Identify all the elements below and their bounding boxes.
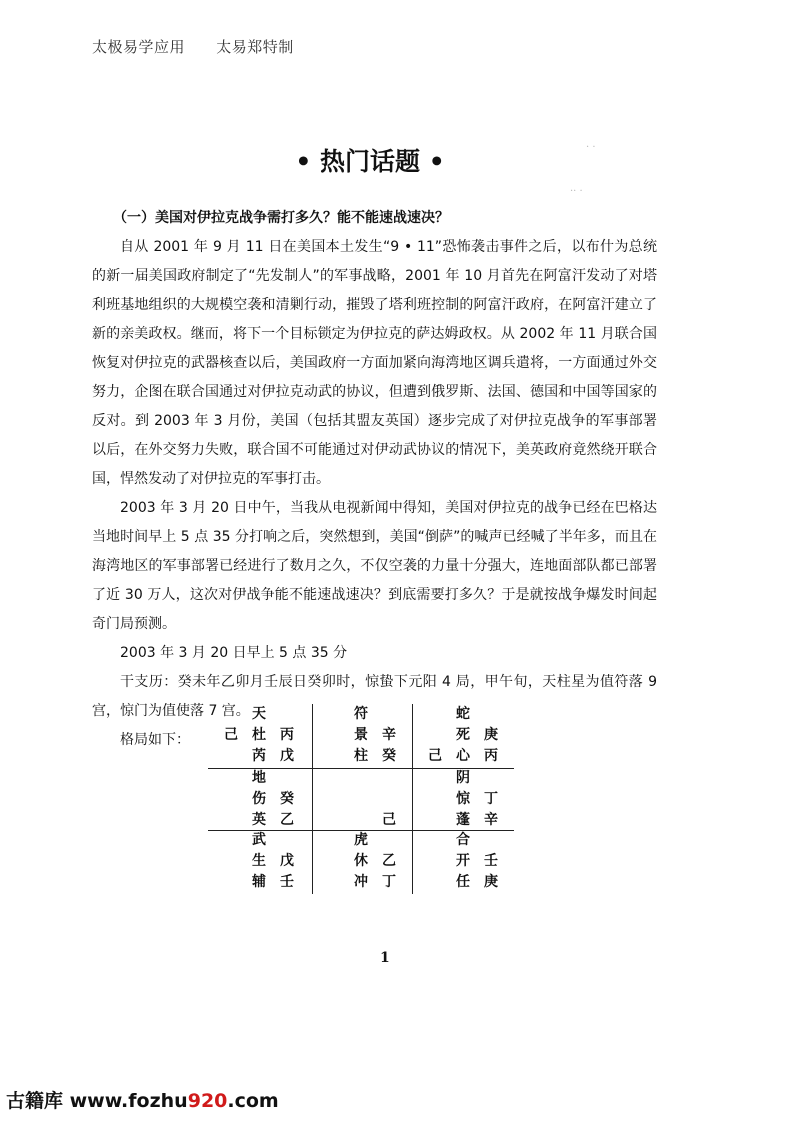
palace-glyph: 生 xyxy=(252,853,266,869)
palace-glyph: 辅 xyxy=(252,874,266,890)
palace-glyph: 丁 xyxy=(484,791,498,807)
palace-glyph: 合 xyxy=(456,832,470,848)
palace-glyph: 惊 xyxy=(456,791,470,807)
palace-glyph: 任 xyxy=(456,874,470,890)
palace-line xyxy=(316,789,416,809)
palace-line xyxy=(418,830,518,850)
paragraph: 干支历：癸未年乙卯月壬辰日癸卯时，惊蛰下元阳 4 局，甲午旬，天柱星为值符落 9 宫，惊门为值使落 7 宫。 xyxy=(92,674,657,719)
page-number: 1 xyxy=(380,950,390,966)
palace-glyph: 天 xyxy=(252,706,266,722)
palace-line xyxy=(418,789,518,809)
palace-line xyxy=(316,872,416,892)
palace-line xyxy=(316,704,416,724)
paragraph: 自从 2001 年 9 月 11 日在美国本土发生“9 • 11”恐怖袭击事件之后，以布什为总统的新一届美国政府制定了“先发制人”的军事战略，2001 年 10 月首先在阿富汗发动了对塔利班基地组织的大规模空袭和清剿行动，摧毁了塔利班控制的阿富汗政府，在阿富汗建立了新的亲美政权。继而，将下一个目标锁定为伊拉克的萨达姆政权。从 2002 年 11 月联合国恢复对伊拉克的武器核查以后，美国政府一方面加紧向海湾地区调兵遣将，一方面通过外交努力，企图在联合国通过对伊拉克动武的协议，但遭到俄罗斯、法国、德国和中国等国家的反对。到 2003 年 3 月份，美国（包括其盟友英国）逐步完成了对伊拉克战争的军事部署以后，在外交努力失败，联合国不可能通过对伊动武协议的情况下，美英政府竟然绕开联合国，悍然发动了对伊拉克的军事打击。 xyxy=(92,239,657,487)
palace-line xyxy=(418,725,518,745)
article-body xyxy=(92,204,657,755)
palace-glyph: 己 xyxy=(382,812,396,828)
question-heading: （一）美国对伊拉克战争需打多久？能不能速战速决？ xyxy=(113,210,449,226)
palace-line xyxy=(214,789,314,809)
palace-line xyxy=(214,851,314,871)
palace-glyph: 壬 xyxy=(484,853,498,869)
palace-glyph: 杜 xyxy=(252,727,266,743)
footer-watermark[interactable] xyxy=(6,1086,279,1113)
palace-glyph: 辛 xyxy=(484,812,498,828)
palace-cell-2 xyxy=(316,704,416,768)
palace-glyph: 丙 xyxy=(280,727,294,743)
header-left: 太极易学应用 xyxy=(92,38,186,56)
palace-line xyxy=(316,851,416,871)
footer-number: 920 xyxy=(187,1090,228,1112)
palace-cell-3 xyxy=(418,704,518,768)
palace-glyph: 景 xyxy=(354,727,368,743)
palace-line xyxy=(316,768,416,788)
palace-cell-7 xyxy=(214,830,314,894)
palace-line xyxy=(214,746,314,766)
palace-glyph: 乙 xyxy=(382,853,396,869)
palace-cell-4 xyxy=(214,768,314,832)
palace-line xyxy=(418,704,518,724)
palace-glyph: 死 xyxy=(456,727,470,743)
palace-line xyxy=(214,810,314,830)
palace-glyph: 己 xyxy=(428,748,442,764)
scan-noise: · · xyxy=(586,142,596,153)
palace-glyph: 英 xyxy=(252,812,266,828)
palace-glyph: 辛 xyxy=(382,727,396,743)
palace-glyph: 乙 xyxy=(280,812,294,828)
palace-glyph: 丁 xyxy=(382,874,396,890)
palace-line xyxy=(316,810,416,830)
page-title: • 热门话题 • xyxy=(295,147,445,176)
page-header xyxy=(92,36,320,57)
palace-line xyxy=(316,725,416,745)
palace-glyph: 心 xyxy=(456,748,470,764)
paragraph: 2003 年 3 月 20 日中午，当我从电视新闻中得知，美国对伊拉克的战争已经在巴格达当地时间早上 5 点 35 分打响之后，突然想到，美国“倒萨”的喊声已经喊了半年多，而且在海湾地区的军事部署已经进行了数月之久，不仅空袭的力量十分强大，连地面部队都已部署了近 30 万人，这次对伊战争能不能速战速决？到底需要打多久？于是就按战争爆发时间起奇门局预测。 xyxy=(92,500,657,632)
palace-glyph: 癸 xyxy=(382,748,396,764)
footer-prefix: 古籍库 www.fozhu xyxy=(6,1090,188,1112)
palace-glyph: 蓬 xyxy=(456,812,470,828)
palace-glyph: 庚 xyxy=(484,727,498,743)
palace-line xyxy=(418,872,518,892)
palace-line xyxy=(418,768,518,788)
palace-line xyxy=(214,872,314,892)
palace-line xyxy=(214,768,314,788)
palace-cell-8 xyxy=(316,830,416,894)
header-right: 太易郑特制 xyxy=(216,38,294,56)
palace-line xyxy=(214,725,314,745)
palace-line xyxy=(418,851,518,871)
palace-glyph: 戊 xyxy=(280,853,294,869)
palace-glyph: 休 xyxy=(354,853,368,869)
scan-noise: ·· · xyxy=(570,186,583,197)
palace-glyph: 冲 xyxy=(354,874,368,890)
palace-glyph: 壬 xyxy=(280,874,294,890)
palace-line xyxy=(316,830,416,850)
palace-glyph: 丙 xyxy=(484,748,498,764)
paragraph: 2003 年 3 月 20 日早上 5 点 35 分 xyxy=(120,645,348,661)
palace-glyph: 符 xyxy=(354,706,368,722)
palace-glyph: 癸 xyxy=(280,791,294,807)
palace-line xyxy=(214,704,314,724)
palace-glyph: 阴 xyxy=(456,770,470,786)
palace-cell-5 xyxy=(316,768,416,832)
palace-glyph: 柱 xyxy=(354,748,368,764)
palace-glyph: 芮 xyxy=(252,748,266,764)
palace-glyph: 伤 xyxy=(252,791,266,807)
paragraph: 格局如下： xyxy=(120,732,190,748)
palace-cell-6 xyxy=(418,768,518,832)
palace-line xyxy=(316,746,416,766)
palace-glyph: 地 xyxy=(252,770,266,786)
palace-glyph: 庚 xyxy=(484,874,498,890)
qimen-chart xyxy=(208,704,514,894)
palace-line xyxy=(214,830,314,850)
palace-glyph: 蛇 xyxy=(456,706,470,722)
palace-line xyxy=(418,746,518,766)
palace-glyph: 戊 xyxy=(280,748,294,764)
palace-glyph: 虎 xyxy=(354,832,368,848)
palace-cell-1 xyxy=(214,704,314,768)
footer-suffix: .com xyxy=(227,1090,279,1112)
palace-glyph: 武 xyxy=(252,832,266,848)
palace-cell-9 xyxy=(418,830,518,894)
palace-line xyxy=(418,810,518,830)
palace-glyph: 己 xyxy=(224,727,238,743)
palace-glyph: 开 xyxy=(456,853,470,869)
